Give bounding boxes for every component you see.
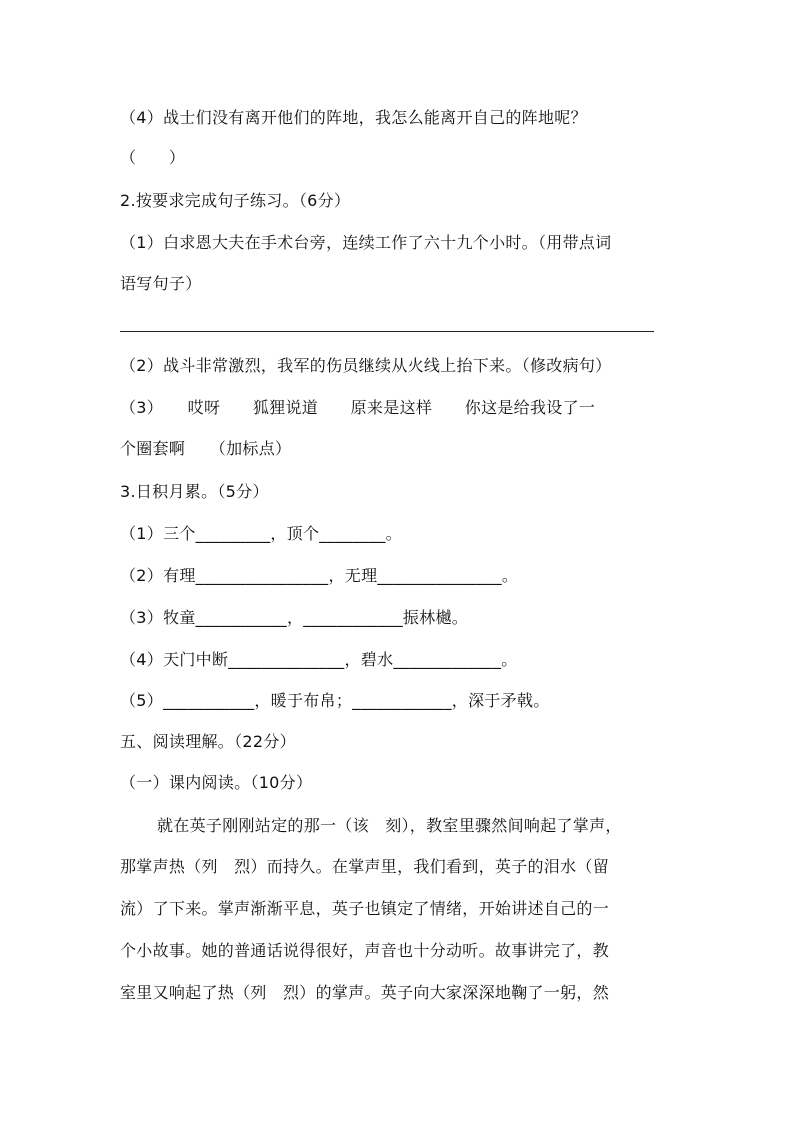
section-3-title: 3.日积月累。（5分） bbox=[120, 482, 269, 501]
passage-line-4: 个小故事。她的普通话说得很好，声音也十分动听。故事讲完了，教 bbox=[120, 941, 610, 960]
question-4-text: （4）战士们没有离开他们的阵地，我怎么能离开自己的阵地呢？ bbox=[120, 108, 587, 127]
s3-item-2: （2）有理________________，无理_______________。 bbox=[120, 566, 519, 585]
question-4-answer-bracket: （ ） bbox=[120, 148, 186, 167]
s3-item-4: （4）天门中断______________，碧水_____________。 bbox=[120, 650, 518, 669]
passage-line-1: 就在英子刚刚站定的那一（该 刻），教室里骤然间响起了掌声， bbox=[157, 816, 622, 835]
s2-question-2: （2）战斗非常激烈，我军的伤员继续从火线上抬下来。（修改病句） bbox=[120, 356, 612, 375]
s3-item-3: （3）牧童___________，____________振林樾。 bbox=[120, 608, 469, 627]
answer-underline bbox=[120, 331, 654, 332]
passage-line-3: 流）了下来。掌声渐渐平息，英子也镇定了情绪，开始讲述自己的一 bbox=[120, 899, 610, 918]
s2-question-1-line-1: （1）白求恩大夫在手术台旁，连续工作了六十九个小时。（用带点词 bbox=[120, 233, 612, 252]
s2-question-3-line-2: 个圈套啊 （加标点） bbox=[120, 439, 292, 458]
section-2-title: 2.按要求完成句子练习。（6分） bbox=[120, 191, 351, 210]
subsection-1-title: （一）课内阅读。（10分） bbox=[120, 773, 313, 792]
passage-line-2: 那掌声热（列 烈）而持久。在掌声里，我们看到，英子的泪水（留 bbox=[120, 857, 610, 876]
s2-question-1-line-2: 语写句子） bbox=[120, 274, 202, 293]
section-5-title: 五、阅读理解。（22分） bbox=[120, 732, 296, 751]
s3-item-1: （1）三个_________，顶个________。 bbox=[120, 524, 402, 543]
passage-line-5: 室里又响起了热（列 烈）的掌声。英子向大家深深地鞠了一躬，然 bbox=[120, 983, 610, 1002]
s2-question-3-line-1: （3） 哎呀 狐狸说道 原来是这样 你这是给我设了一 bbox=[120, 398, 596, 417]
s3-item-5: （5）___________，暖于布帛；____________，深于矛戟。 bbox=[120, 691, 550, 710]
